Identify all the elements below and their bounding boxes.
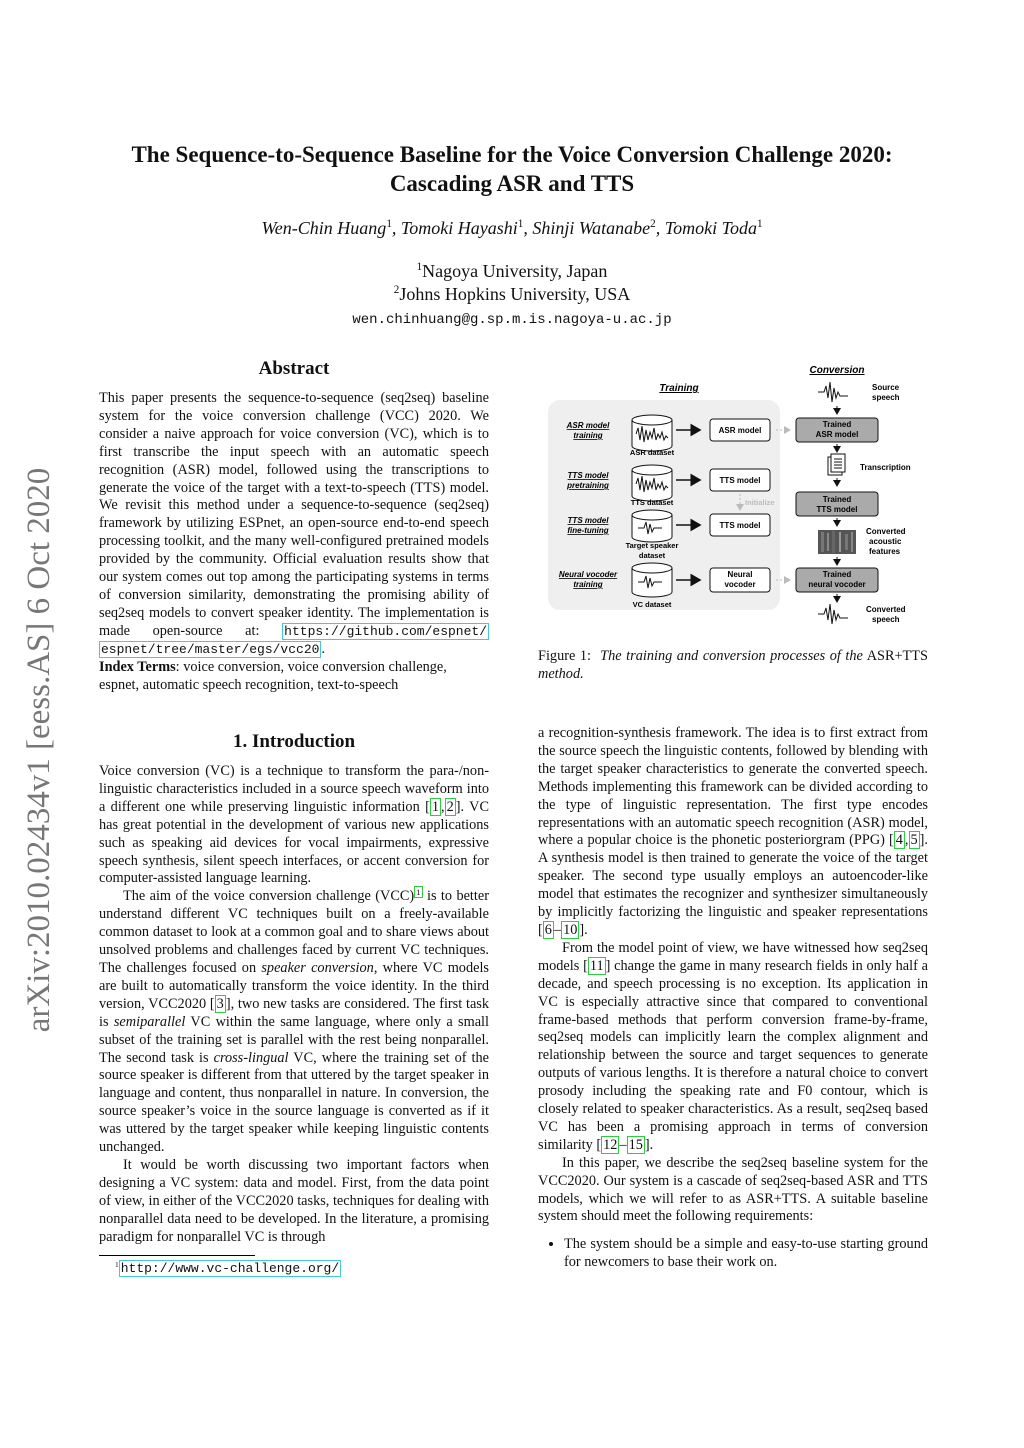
abstract-text-span: This paper presents the sequence-to-sequence (seq2seq) baseline system for the voice conversion challenge (VCC) 2020. We consider a naive approach for voice conversion (VC), which is to first transcribe the input speech with an automatic speech recognition (ASR) model, followed using the transcriptions to generate the voice of the target with a text-to-speech (TTS) model. We revisit this method under a sequence-to-sequence (seq2seq) framework by utilizing ESPnet, an open-source end-to-end speech processing toolkit, and the many well-configured pretrained models provided by the community. Official evaluation results show that our system comes out top among the participating systems in terms of conversion similarity, demonstrating the promising ability of seq2seq models to convert speaker identity. The implementation is made open-source at: <box>99 390 489 639</box>
source-speech-label: Source speech <box>872 383 900 402</box>
citation-link[interactable]: 15 <box>628 1136 643 1153</box>
right-column-body <box>538 725 928 1272</box>
emphasis: speaker conversion <box>261 959 374 976</box>
author-name: Shinji Watanabe <box>532 218 651 238</box>
citation-link[interactable]: 11 <box>589 957 604 974</box>
citation-link[interactable]: 3 <box>216 995 224 1012</box>
paper-title <box>90 140 934 198</box>
text: , where VC models are built to automatically transform the voice identity. In the third version, VCC2020 <box>99 959 489 1012</box>
affiliation-name: Johns Hopkins University, USA <box>399 284 631 304</box>
transcription-label: Transcription <box>860 463 911 472</box>
abstract-text <box>99 390 489 659</box>
arxiv-identifier: arXiv:2010.02434v1 [eess.AS] 6 Oct 2020 <box>21 467 57 1033</box>
text: . A synthesis model is then trained to generate the voice of the target speaker. The second type usually employs an autoencoder-like model that estimates the recognizer and synthesizer simultaneously by implicitly factorizing the linguistic and speaker representations <box>538 832 928 921</box>
initialize-label: Initialize <box>745 498 775 507</box>
author-list: Wen-Chin Huang$^1$, Tomoki Hayashi$^1$, Shinji Watanabe$^2$, Tomoki Toda$^1$ <box>261 218 763 238</box>
title-line-1: The Sequence-to-Sequence Baseline for the Voice Conversion Challenge 2020: <box>131 142 893 167</box>
asr-model-label: ASR model <box>718 426 762 435</box>
text: VC, where the training set of the source speaker is different from that uttered by the target speaker in language and content, thus nonparallel in nature. In conversion, the source speaker’s voice in the source language is converted as if it was uttered by the target speaker while keeping linguistic contents unchanged. <box>99 1049 489 1156</box>
target-dataset-icon <box>632 510 672 542</box>
right-paragraph-2: From the model point of view, we have witnessed how seq2seq models [ 11 ] change the game in many research fields in only half a decade, and speech processing is no exception. Its application in VC is especially attractive since that compared to conventional frame-based methods that perform conversion frame-by-frame, seq2seq models can implicitly learn the complex alignment and relationship between the source and target sequences to generate outputs of various lengths. It is therefore a natural choice to convert prosody including the speaking rate and F0 contour, which is closely related to speaker characteristics. As a result, seq2seq based VC has been a promising approach in terms of conversion similarity [ 12 – 15 ]. <box>538 939 928 1153</box>
target-dataset-label: Target speaker dataset <box>625 541 679 560</box>
citation-link[interactable]: 4 <box>895 832 903 849</box>
spectrogram-icon <box>818 530 856 554</box>
caption-label: Figure 1: <box>538 648 592 664</box>
code-link[interactable]: https://github.com/espnet/ <box>284 623 488 639</box>
caption-text-2: method. <box>538 665 584 682</box>
author-name: Tomoki Toda <box>664 218 757 238</box>
affiliation-num: 2 <box>393 284 400 296</box>
footnote <box>115 1261 341 1276</box>
intro-paragraph-1: Voice conversion (VC) is a technique to transform the para-/non-linguistic characteristics included in a source speech waveform into a different one while preserving linguistic information [ 1 , 2 ]. VC has great potential in the development of various new applications such as speaking aid devices for vocal impairments, expressive speech synthesis, silent speech interfaces, or accent conversion for computer-assisted language learning. <box>99 763 489 887</box>
index-terms-label: Index Terms <box>99 658 176 675</box>
asr-dataset-label: ASR dataset <box>629 448 675 457</box>
contact-email[interactable]: wen.chinhuang@g.sp.m.is.nagoya-u.ac.jp <box>352 312 672 328</box>
text: . <box>584 921 588 938</box>
transcription-doc-icon <box>828 454 845 475</box>
right-paragraph-1: a recognition-synthesis framework. The idea is to first extract from the source speech the linguistic contents, followed by blending with the target speaker characteristics to generate the converted speech. Methods implementing this framework can be divided according to the type of linguistic representation. The first type encodes representations with an automatic speech recognition (ASR) model, where a popular choice is the phonetic posteriorgram (PPG) [ 4 , 5 ]. A synthesis model is then trained to generate the voice of the target speaker. The second type usually employs an autoencoder-like model that estimates the recognizer and synthesizer simultaneously by implicitly factorizing the linguistic and speaker representations [ 6 – 10 ]. <box>538 725 928 938</box>
requirements-list <box>538 1236 928 1272</box>
text: Voice conversion (VC) is a technique to transform the para-/non-linguistic characteristics included in a source speech waveform into a different one while preserving linguistic information <box>99 763 489 815</box>
tts-pretraining-label: TTS model pretraining <box>567 471 609 490</box>
affiliation-mark: 2 <box>650 218 656 230</box>
trained-tts-label: Trained TTS model <box>816 495 858 514</box>
tts-dataset-label: TTS dataset <box>630 498 674 507</box>
text: The aim of the voice conversion challenge (VCC) <box>123 888 415 905</box>
right-paragraph-3: In this paper, we describe the seq2seq baseline system for the VCC2020. Our system is a cascade of seq2seq-based ASR and TTS models, which we will refer to as ASR+TTS. A suitable baseline system should meet the following requirements: <box>538 1154 928 1225</box>
converted-waveform-icon <box>818 604 848 624</box>
asr-dataset-icon <box>632 415 672 451</box>
citation-link[interactable]: 10 <box>563 921 578 938</box>
text: a recognition-synthesis framework. The idea is to first extract from the source speech the linguistic contents, followed by blending with the target speaker characteristics to generate the converted speech. Methods implementing this framework can be divided according to the type of linguistic representation. The first type encodes representations with an automatic speech recognition (ASR) model, where a popular choice is the phonetic posteriorgram (PPG) <box>538 725 928 849</box>
footnote-rule <box>99 1255 255 1256</box>
affiliation-num: 1 <box>416 261 423 273</box>
tts-finetuning-label: TTS model fine-tuning <box>567 516 609 535</box>
text: VC within the same language, where only a small subset of the training set is parallel with the rest being nonparallel. The second task is <box>99 1013 489 1066</box>
source-waveform-icon <box>818 382 848 402</box>
figure-1 <box>540 362 930 632</box>
tts-model-label: TTS model <box>719 476 761 485</box>
title-line-2: Cascading ASR and TTS <box>389 171 635 196</box>
affiliation-mark: 1 <box>517 218 524 230</box>
intro-paragraph-2: The aim of the voice conversion challenge (VCC) $^1$ is to better understand different VC techniques built on a freely-available common dataset to look at a common goal and to share views about unsolved problems and challenges faced by current VC techniques. The challenges focused on speaker conversion, where VC models are built to automatically transform the voice identity. In the third version, VCC2020 [ 3 ], two new tasks are considered. The first task is semiparallel VC within the same language, where only a small subset of the training set is parallel with the rest being nonparallel. The second task is cross-lingual VC, where the training set of the source speaker is different from that uttered by the target speaker in language and content, thus nonparallel in nature. In conversion, the source speaker’s voice in the source language is converted as if it was uttered by the target speaker while keeping linguistic contents unchanged. <box>99 886 490 1156</box>
author-name: Tomoki Hayashi <box>400 218 518 238</box>
index-terms-text: : voice conversion, voice conversion challenge, espnet, automatic speech recognition, text-to-speech <box>99 658 447 693</box>
url-period: . <box>321 640 326 657</box>
citation-link[interactable]: 5 <box>910 832 918 849</box>
vc-dataset-label: VC dataset <box>632 600 672 609</box>
abstract-heading: Abstract <box>258 358 330 379</box>
affiliation-2 <box>90 283 934 306</box>
intro-body <box>99 763 489 1246</box>
conversion-title: Conversion <box>809 365 865 376</box>
index-terms <box>99 659 489 695</box>
emphasis: cross-lingual <box>213 1049 289 1066</box>
citation-link[interactable]: 6 <box>544 921 552 938</box>
tts-finetuned-label: TTS model <box>719 521 761 530</box>
code-link-cont[interactable]: espnet/tree/master/egs/vcc20 <box>101 641 320 657</box>
footnote-url[interactable]: http://www.vc-challenge.org/ <box>120 1261 340 1276</box>
text: is to better understand different VC techniques built on a freely-available common dataset to look at a common goal and to share views about unsolved problems and challenges faced by current VC techniques. The challenges focused on <box>99 888 489 976</box>
citation-link[interactable]: 1 <box>431 798 439 815</box>
affiliation-name: Nagoya University, Japan <box>422 261 608 281</box>
intro-paragraph-3: It would be worth discussing two important factors when designing a VC system: data and model. First, from the data point of view, in either of the VCC2020 tasks, techniques for dealing with nonparallel data need to be developed. In the literature, a promising paradigm for nonparallel VC is through <box>99 1156 489 1245</box>
text: , two new tasks are considered. The first task is <box>99 995 490 1030</box>
affiliation-mark: 1 <box>756 218 763 230</box>
trained-asr-label: Trained ASR model <box>815 420 859 439</box>
affiliations <box>90 260 934 306</box>
training-title: Training <box>659 383 699 394</box>
abstract-body <box>99 390 489 694</box>
trained-vocoder-label: Trained neural vocoder <box>808 570 866 589</box>
footnote-num: 1 <box>115 1260 119 1269</box>
text: . <box>649 1136 654 1153</box>
text: change the game in many research fields in only half a decade, and speech processing is no exception. Its application in VC is especially attractive since that compared to conventional frame-based methods that perform conversion frame-by-frame, seq2seq models can implicitly learn the complex alignment and relationship between the source and target sequences to generate outputs of various lengths. It is therefore a natural choice to convert prosody including the speaking rate and F0 contour, which is closely related to speaker characteristics. As a result, seq2seq based VC has been a promising approach in terms of conversion similarity <box>538 957 928 1153</box>
tts-dataset-icon <box>632 465 672 501</box>
affiliation-1 <box>90 260 934 283</box>
asr-training-label: ASR model training <box>566 421 610 440</box>
footnote-link[interactable]: 1 <box>416 886 421 897</box>
text: . VC has great potential in the development of various new applications such as speaking aid devices for vocal impairments, expressive speech synthesis, silent speech interfaces, or accent conversion for computer-assisted language learning. <box>99 798 489 887</box>
text: From the model point of view, we have witnessed how seq2seq models <box>538 939 928 974</box>
citation-link[interactable]: 2 <box>446 798 454 815</box>
pipeline-diagram <box>540 362 930 632</box>
vocoder-label: Neural vocoder <box>724 570 756 589</box>
affiliation-mark: 1 <box>386 218 392 230</box>
converted-features-label: Converted acoustic features <box>866 527 906 556</box>
caption-text: The training and conversion processes of the <box>600 648 863 664</box>
vc-dataset-icon <box>632 563 672 597</box>
vocoder-training-label: Neural vocoder training <box>558 570 618 589</box>
caption-plain: ASR+TTS <box>866 648 928 664</box>
emphasis: semiparallel <box>113 1013 186 1030</box>
intro-heading: 1. Introduction <box>232 731 356 752</box>
citation-link[interactable]: 12 <box>603 1136 618 1153</box>
converted-speech-label: Converted speech <box>866 605 906 624</box>
figure-caption <box>538 648 928 684</box>
author-name: Wen-Chin Huang <box>261 218 387 238</box>
requirement-item: • The system should be a simple and easy-to-use starting ground for newcomers to base their work on. <box>564 1236 928 1272</box>
